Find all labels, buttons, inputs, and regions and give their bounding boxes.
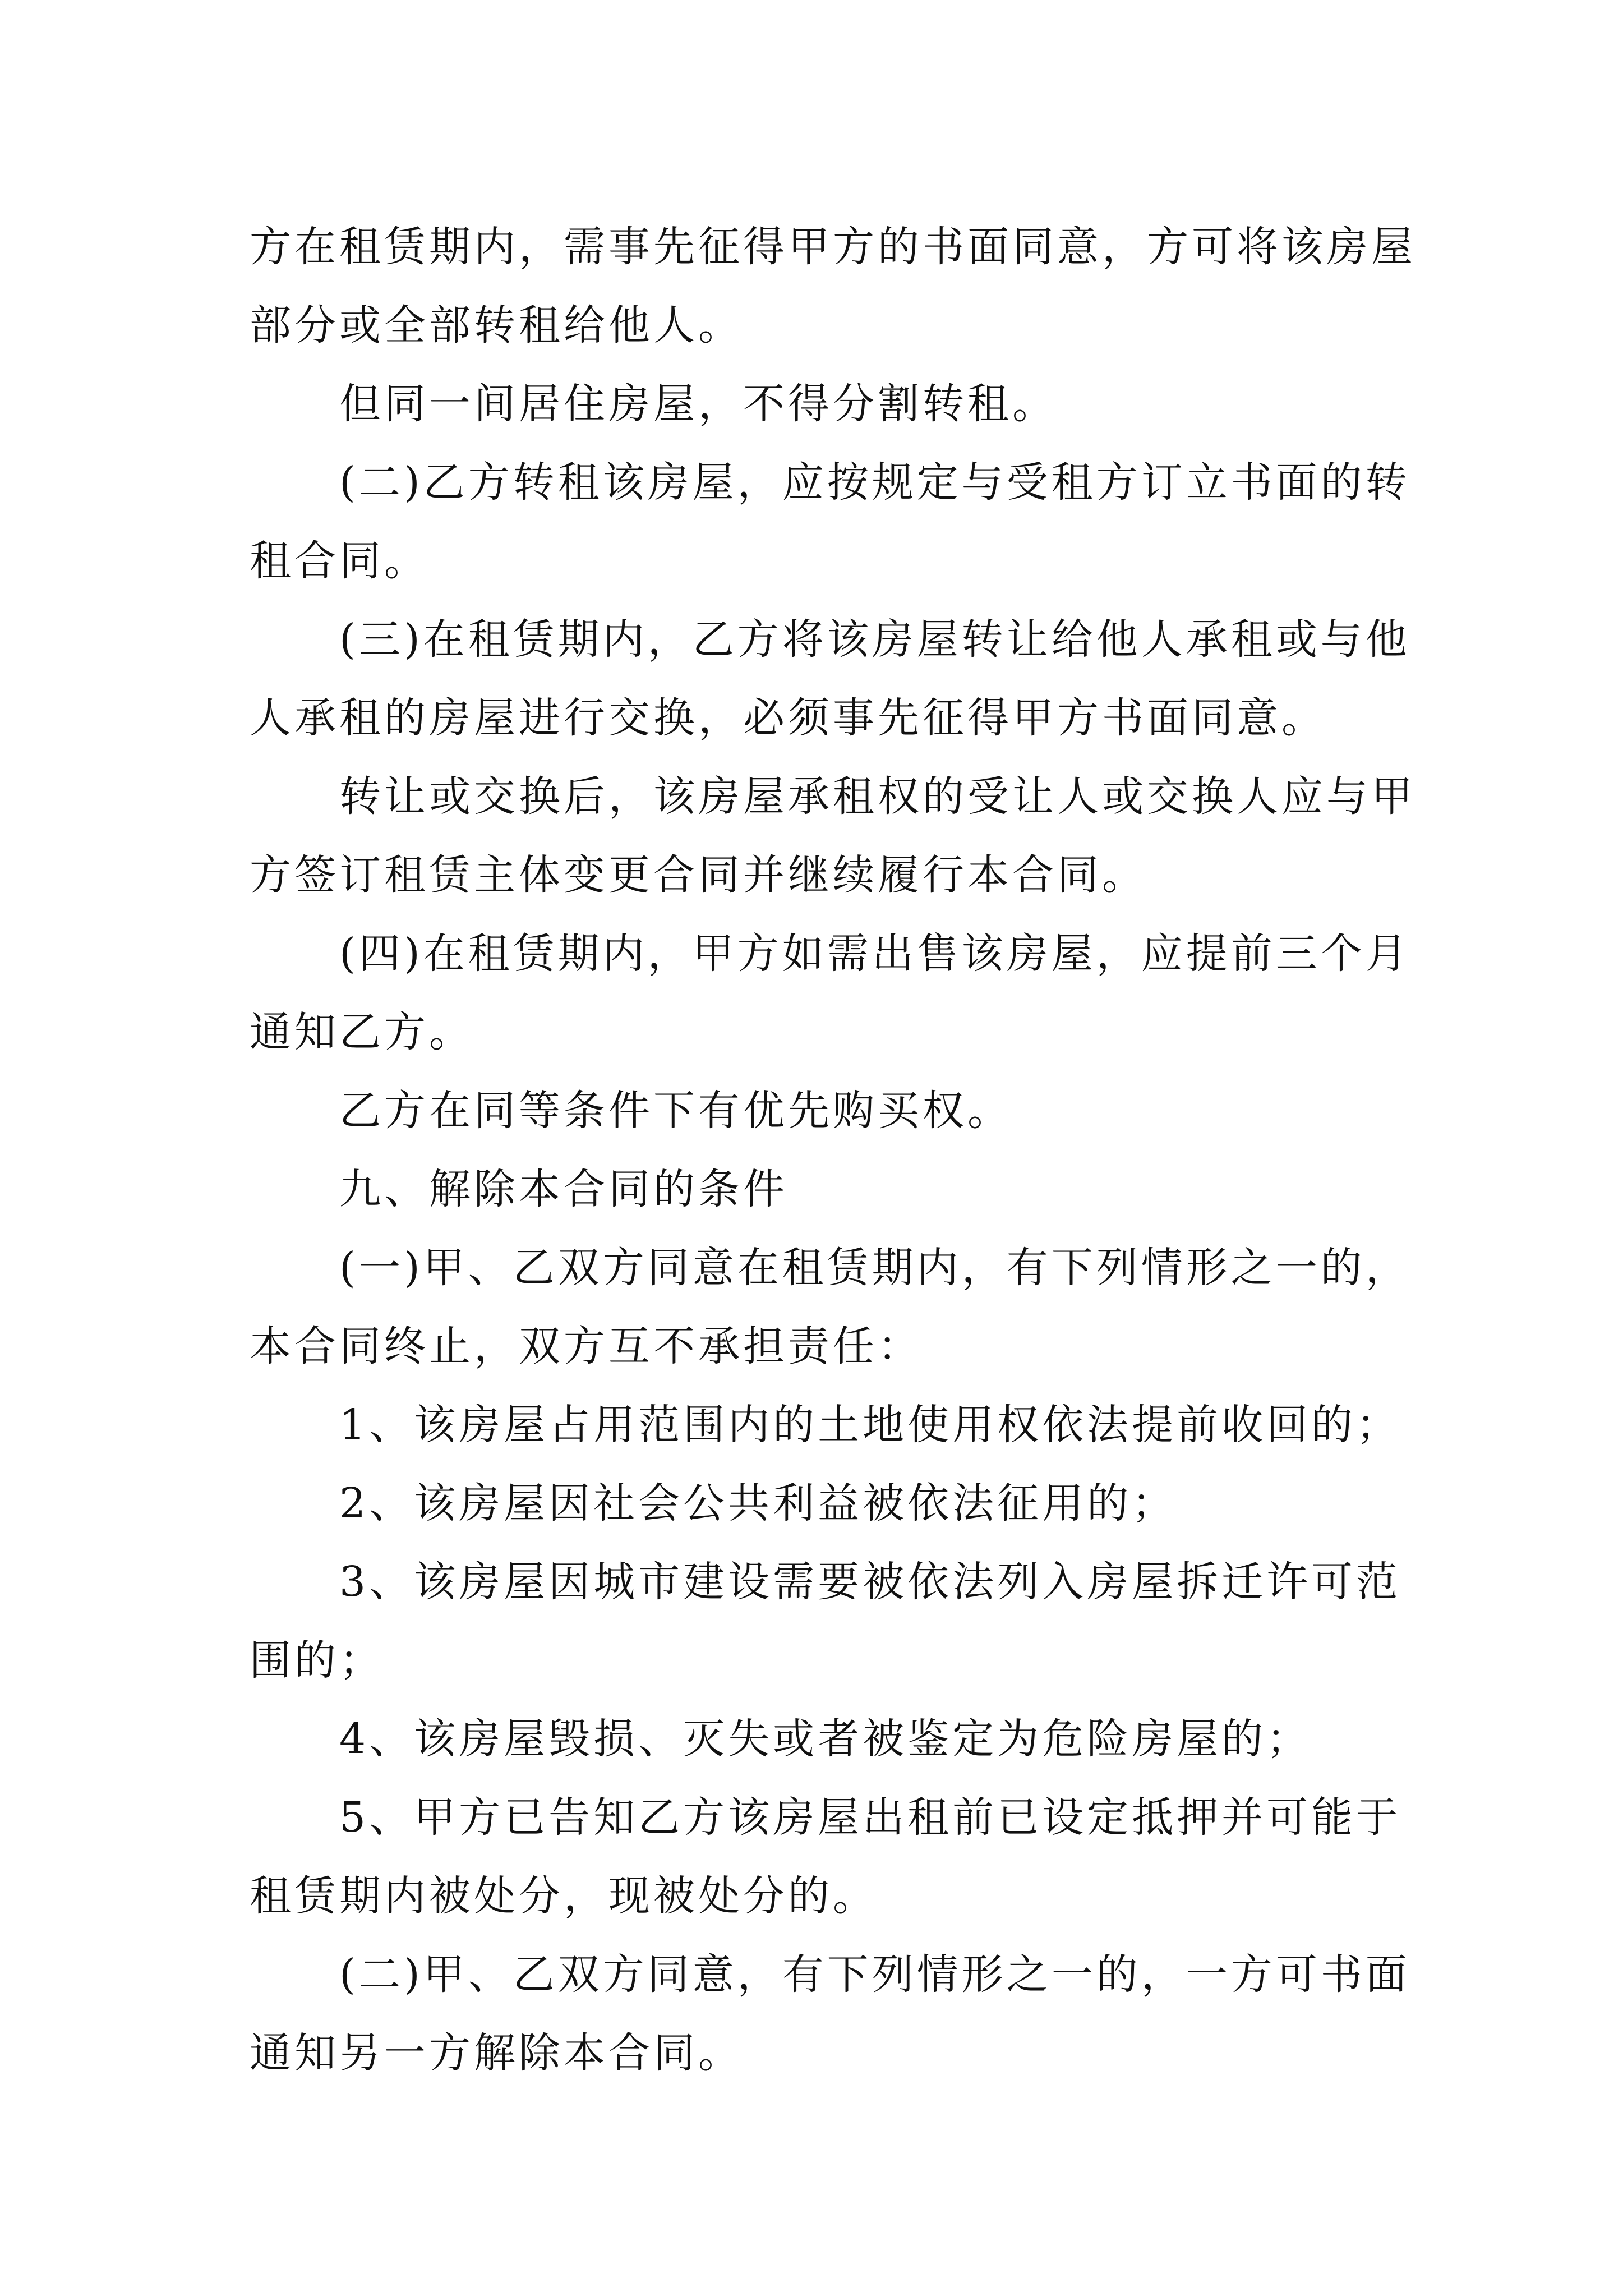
- text-line: 但同一间居住房屋，不得分割转租。: [339, 380, 1057, 428]
- text-line: 围的；: [250, 1636, 384, 1685]
- text-line: 部分或全部转租给他人。: [250, 301, 743, 349]
- text-line: (一)甲、乙双方同意在租赁期内，有下列情形之一的，: [339, 1244, 1410, 1292]
- section-heading: 九、解除本合同的条件: [339, 1165, 788, 1213]
- text-line: 本合同终止，双方互不承担责任：: [250, 1322, 923, 1370]
- text-line: 方在租赁期内，需事先征得甲方的书面同意，方可将该房屋: [250, 223, 1416, 271]
- list-item: 5、甲方已告知乙方该房屋出租前已设定抵押并可能于: [339, 1793, 1401, 1842]
- text-line: (二)甲、乙双方同意，有下列情形之一的，一方可书面: [339, 1950, 1410, 1999]
- text-line: 通知另一方解除本合同。: [250, 2029, 743, 2077]
- text-line: (三)在租赁期内，乙方将该房屋转让给他人承租或与他: [339, 615, 1410, 664]
- list-item: 4、该房屋毁损、灭失或者被鉴定为危险房屋的；: [339, 1715, 1312, 1763]
- text-line: (二)乙方转租该房屋，应按规定与受租方订立书面的转: [339, 458, 1410, 507]
- text-line: 租合同。: [250, 537, 429, 585]
- text-line: 方签订租赁主体变更合同并继续履行本合同。: [250, 851, 1147, 899]
- text-line: 转让或交换后，该房屋承租权的受让人或交换人应与甲: [339, 772, 1416, 821]
- text-line: 人承租的房屋进行交换，必须事先征得甲方书面同意。: [250, 694, 1326, 742]
- list-item: 3、该房屋因城市建设需要被依法列入房屋拆迁许可范: [339, 1558, 1401, 1606]
- list-item: 2、该房屋因社会公共利益被依法征用的；: [339, 1479, 1177, 1527]
- list-item: 1、该房屋占用范围内的土地使用权依法提前收回的；: [339, 1401, 1401, 1449]
- text-line: 通知乙方。: [250, 1008, 474, 1056]
- text-line: (四)在租赁期内，甲方如需出售该房屋，应提前三个月: [339, 930, 1410, 978]
- document-body: [250, 208, 1416, 2092]
- text-line: 租赁期内被处分，现被处分的。: [250, 1872, 878, 1920]
- text-line: 乙方在同等条件下有优先购买权。: [339, 1087, 1012, 1135]
